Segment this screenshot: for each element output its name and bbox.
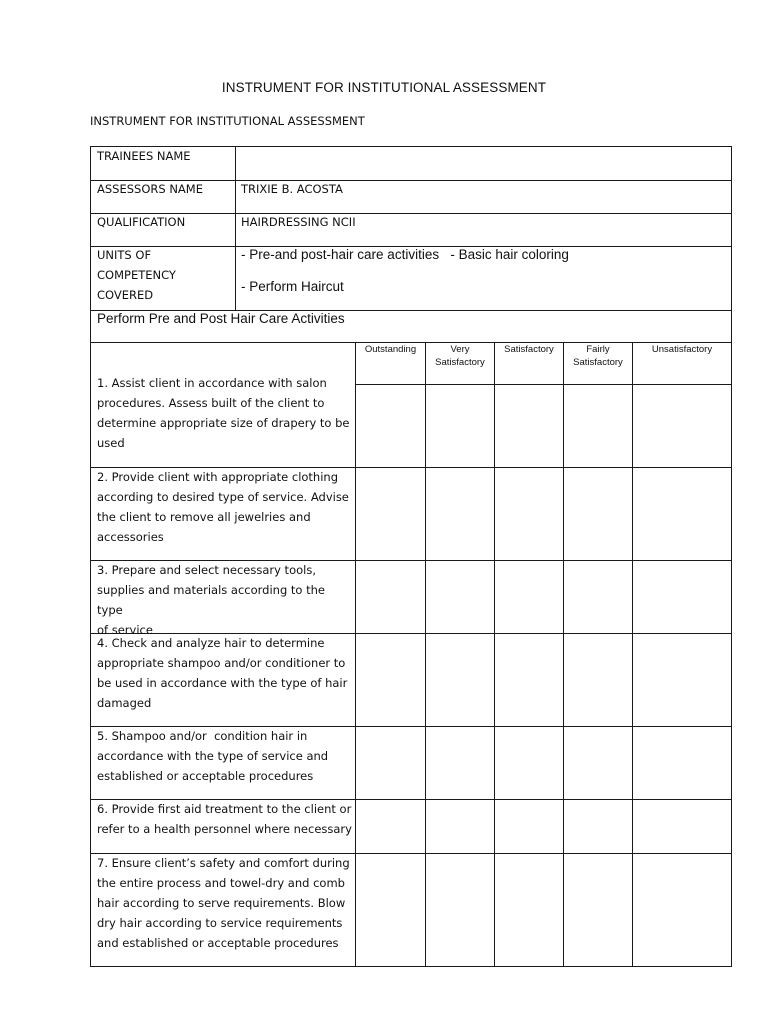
rating-header-outstanding <box>356 343 425 356</box>
criterion-line: determine appropriate size of drapery to be <box>97 416 350 430</box>
criterion-line: of service <box>97 623 153 637</box>
table-rule <box>90 966 732 967</box>
trainee-name-field[interactable] <box>241 146 727 179</box>
criterion-3 <box>97 560 353 640</box>
table-rule <box>235 146 236 310</box>
criterion-line: the client to remove all jewelries and <box>97 510 311 524</box>
rating-header-fairly-satisfactory <box>564 343 632 369</box>
qualification-value: HAIRDRESSING NCII <box>241 215 356 229</box>
units-value-line-1: - Pre-and post-hair care activities - Basic hair coloring <box>241 247 569 262</box>
assessor-name-value: TRIXIE B. ACOSTA <box>241 182 343 196</box>
rating-header-text: Unsatisfactory <box>651 344 713 355</box>
table-rule <box>494 342 495 967</box>
units-label-line: UNITS OF <box>97 248 152 262</box>
criterion-2 <box>97 467 353 547</box>
criterion-4 <box>97 633 353 713</box>
criterion-line: 5. Shampoo and/or condition hair in <box>97 729 308 743</box>
table-rule <box>90 213 732 214</box>
rating-header-very-satisfactory <box>426 343 494 369</box>
criterion-line: 3. Prepare and select necessary tools, <box>97 563 316 577</box>
criterion-line: and established or acceptable procedures <box>97 936 339 950</box>
rating-header-text: Satisfactory <box>504 344 554 355</box>
criterion-line: 1. Assist client in accordance with salon <box>97 376 327 390</box>
criterion-line: accordance with the type of service and <box>97 749 329 763</box>
rating-header-satisfactory <box>495 343 563 356</box>
criterion-line: dry hair according to service requirements <box>97 916 343 930</box>
rating-header-text: Satisfactory <box>435 357 485 368</box>
table-rule <box>425 342 426 967</box>
criterion-6 <box>97 799 353 839</box>
table-rule <box>632 342 633 967</box>
criterion-line: the entire process and towel-dry and comb <box>97 876 345 890</box>
criterion-line: established or acceptable procedures <box>97 769 314 783</box>
trainee-name-label: TRAINEES NAME <box>97 149 191 163</box>
criterion-1 <box>97 373 353 453</box>
section-heading: Perform Pre and Post Hair Care Activities <box>97 311 345 326</box>
criterion-line: 6. Provide first aid treatment to the client or <box>97 802 352 816</box>
units-label-line: COMPETENCY <box>97 268 176 282</box>
criterion-5 <box>97 726 353 786</box>
criterion-line: be used in accordance with the type of hair <box>97 676 348 690</box>
units-label-line: COVERED <box>97 288 154 302</box>
assessor-name-label: ASSESSORS NAME <box>97 182 203 196</box>
criterion-line: damaged <box>97 696 152 710</box>
form-subtitle: INSTRUMENT FOR INSTITUTIONAL ASSESSMENT <box>90 114 365 128</box>
criterion-line: 2. Provide client with appropriate clothing <box>97 470 339 484</box>
table-rule <box>563 342 564 967</box>
rating-header-text: Very <box>450 344 470 355</box>
criterion-line: refer to a health personnel where necessary <box>97 822 352 836</box>
qualification-label: QUALIFICATION <box>97 215 186 229</box>
units-value-line-2: - Perform Haircut <box>241 279 344 294</box>
criterion-line: procedures. Assess built of the client to <box>97 396 325 410</box>
table-rule <box>355 342 356 967</box>
criterion-line: 4. Check and analyze hair to determine <box>97 636 325 650</box>
criterion-line: 7. Ensure client’s safety and comfort during <box>97 856 350 870</box>
rating-header-text: Satisfactory <box>573 357 623 368</box>
criterion-line: supplies and materials according to the type <box>97 583 325 617</box>
criterion-7 <box>97 853 353 953</box>
rating-header-text: Outstanding <box>364 344 417 355</box>
table-rule <box>356 384 732 385</box>
table-rule <box>731 146 732 967</box>
criterion-line: appropriate shampoo and/or conditioner to <box>97 656 346 670</box>
criterion-line: hair according to serve requirements. Blow <box>97 896 346 910</box>
rating-header-unsatisfactory <box>633 343 731 356</box>
criterion-line: used <box>97 436 125 450</box>
units-label <box>97 245 176 305</box>
page-title: INSTRUMENT FOR INSTITUTIONAL ASSESSMENT <box>221 80 547 95</box>
table-rule <box>90 146 91 967</box>
rating-header-text: Fairly <box>586 344 610 355</box>
criterion-line: accessories <box>97 530 164 544</box>
criterion-line: according to desired type of service. Advise <box>97 490 349 504</box>
